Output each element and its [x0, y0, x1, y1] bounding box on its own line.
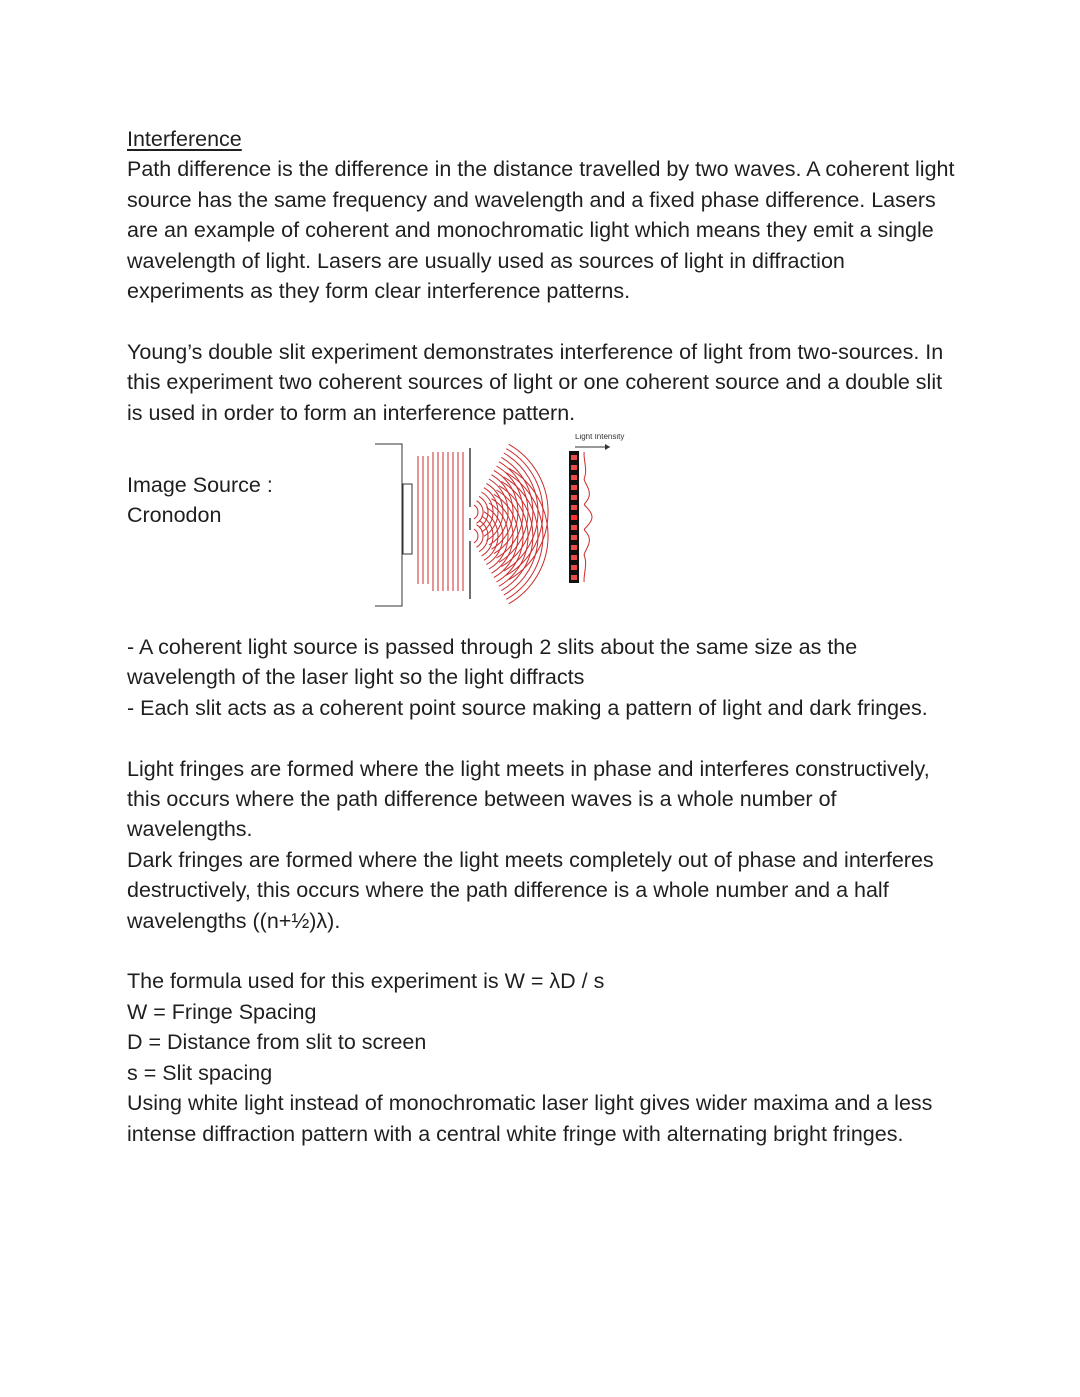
double-slit-diagram — [370, 434, 630, 614]
fringe-pattern-screen — [569, 451, 579, 583]
bright-fringe — [571, 485, 577, 490]
bright-fringe — [571, 505, 577, 510]
diagram-source-bracket — [375, 444, 412, 606]
light-fringes-paragraph: Light fringes are formed where the light meets in phase and interferes constructively, this occurs where the path difference between waves is a whole number of wavelengths. — [127, 756, 930, 842]
intro-paragraph: Path difference is the difference in the distance travelled by two waves. A coherent light source has the same frequency and wavelength and a fixed phase difference. Lasers are an example of coherent and monochromatic light which means they emit a single wavelength of light. Lasers are usually used as sources of light in diffraction experiments as they form clear interference patterns. — [127, 157, 955, 304]
paragraph-spacer — [127, 936, 957, 966]
intensity-curve-line — [584, 452, 592, 582]
bright-fringe — [571, 455, 577, 460]
bright-fringe — [571, 575, 577, 580]
diagram-row — [127, 434, 957, 622]
bullet-point-diffraction: - A coherent light source is passed through 2 slits about the same size as the wavelength of the laser light so the light diffracts — [127, 635, 858, 690]
circular-wavefront-arc — [474, 505, 478, 519]
bright-fringe — [571, 535, 577, 540]
document-page — [127, 124, 957, 1149]
dark-fringes-paragraph: Dark fringes are formed where the light meets completely out of phase and interferes destructively, this occurs where the path difference is a whole number and a half wavelengths ((n+½)λ). — [127, 847, 934, 933]
formula-introduction: The formula used for this experiment is W = λD / s — [127, 969, 605, 994]
circular-wavefronts — [474, 444, 548, 603]
bright-fringe — [571, 465, 577, 470]
image-source-name: Cronodon — [127, 503, 222, 528]
light-intensity-curve — [584, 452, 592, 582]
bright-fringe — [571, 555, 577, 560]
circular-wavefront-arc — [496, 466, 523, 558]
bright-fringe — [571, 525, 577, 530]
image-source-credit — [127, 470, 347, 531]
white-light-paragraph: Using white light instead of monochromatic laser light gives wider maxima and a less intense diffraction pattern with a central white fringe with alternating bright fringes. — [127, 1091, 933, 1146]
circular-wavefront-arc — [474, 529, 478, 543]
bright-fringe — [571, 565, 577, 570]
bullet-point-fringes: - Each slit acts as a coherent point source making a pattern of light and dark fringes. — [127, 695, 928, 720]
image-source-label: Image Source : — [127, 473, 273, 498]
bright-fringe — [571, 495, 577, 500]
slit-spacing-definition: s = Slit spacing — [127, 1060, 273, 1085]
paragraph-spacer — [127, 723, 957, 753]
plane-wavefronts — [418, 452, 463, 591]
fringe-spacing-definition: W = Fringe Spacing — [127, 999, 317, 1024]
young-experiment-paragraph: Young’s double slit experiment demonstrates interference of light from two-sources. In this experiment two coherent sources of light or one coherent source and a double slit is used in order to form an interference pattern. — [127, 339, 944, 425]
paragraph-spacer — [127, 306, 957, 336]
screen-distance-definition: D = Distance from slit to screen — [127, 1030, 427, 1055]
bright-fringe — [571, 475, 577, 480]
document-title: Interference — [127, 127, 242, 151]
bright-fringe — [571, 515, 577, 520]
bright-fringe — [571, 545, 577, 550]
light-intensity-label: Light Intensity — [575, 434, 625, 442]
circular-wavefront-arc — [496, 490, 523, 582]
